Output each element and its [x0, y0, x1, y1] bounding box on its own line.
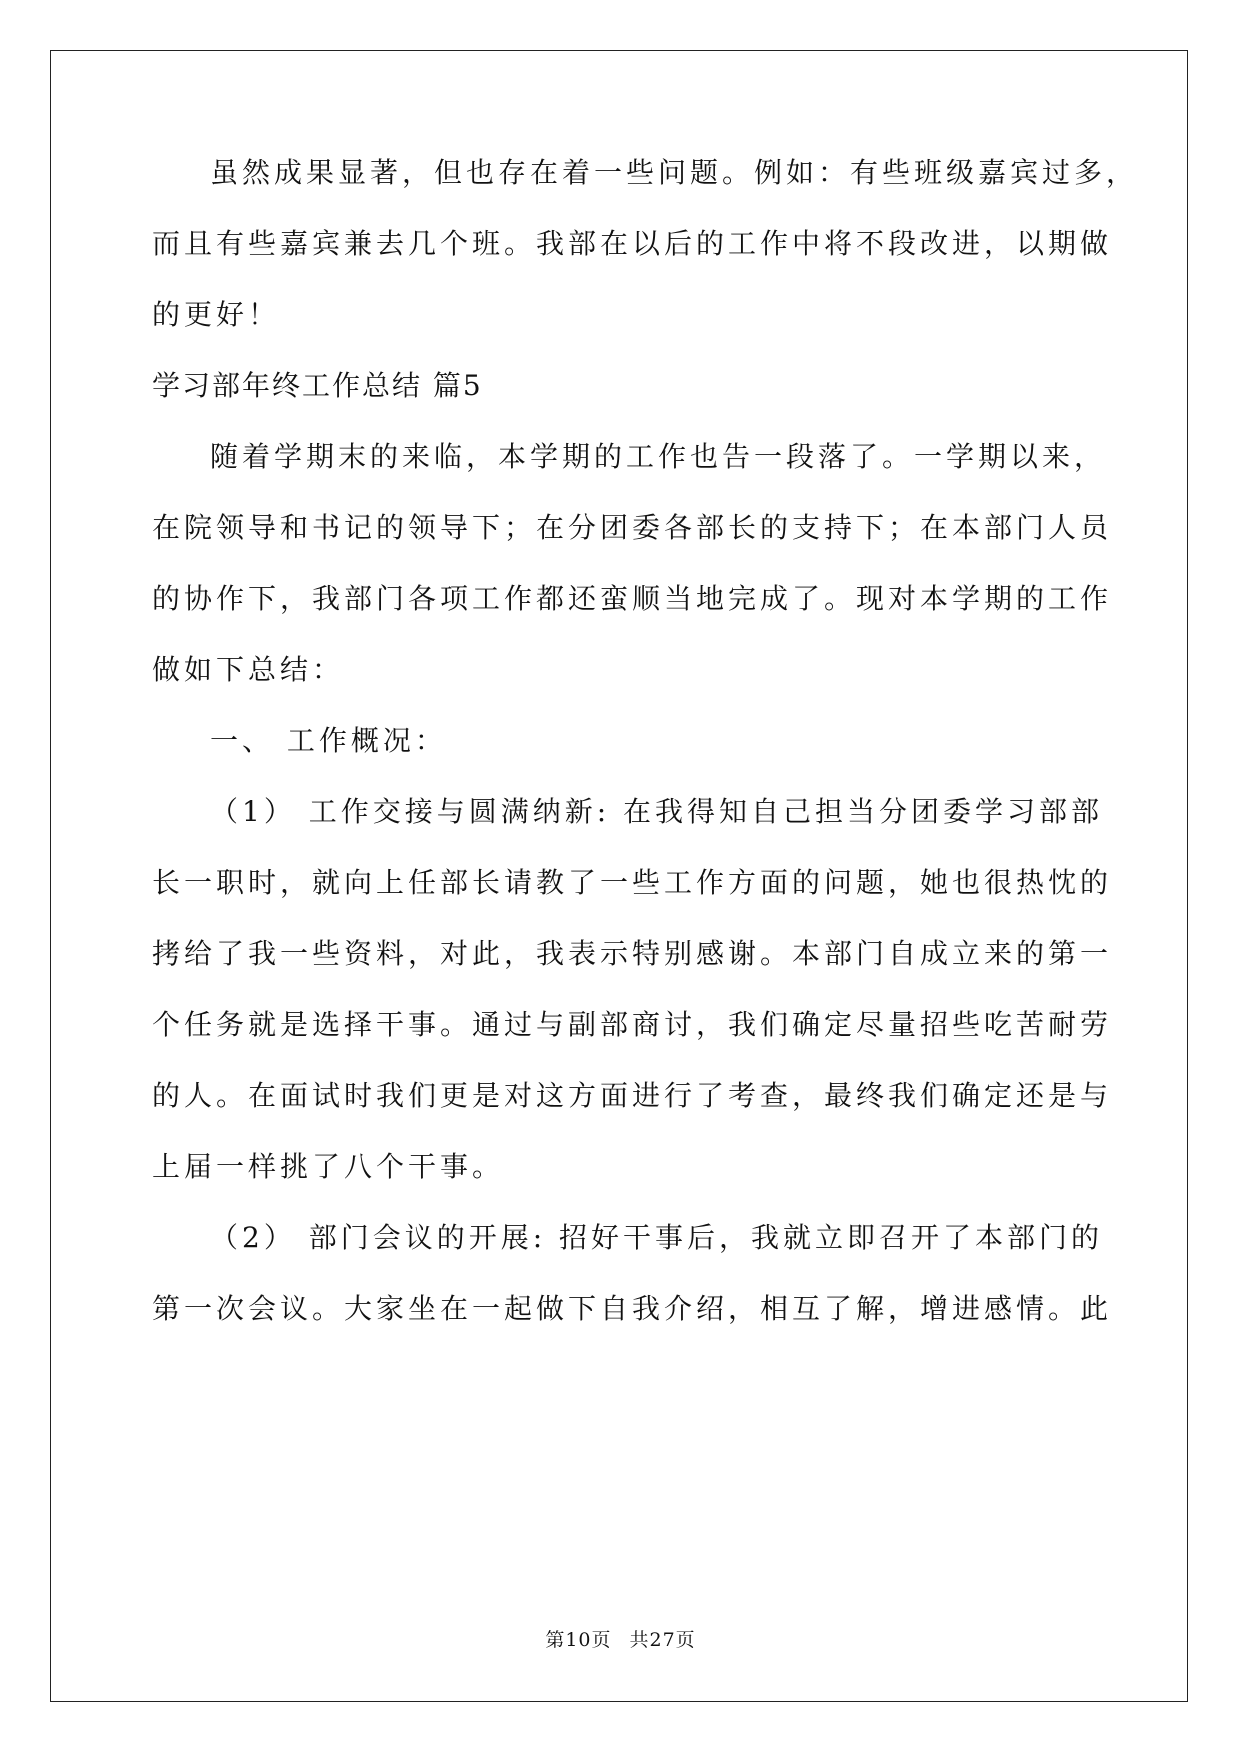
paragraph-line: 做如下总结： [152, 653, 345, 686]
paragraph-line: 随着学期末的来临，本学期的工作也告一段落了。一学期以来， [210, 440, 1107, 473]
paragraph-line: 第一次会议。大家坐在一起做下自我介绍，相互了解，增进感情。此 [152, 1292, 1113, 1325]
paragraph-line: 上届一样挑了八个干事。 [152, 1150, 505, 1183]
list-item-line: （1） 工作交接与圆满纳新: 在我得知自己担当分团委学习部部 [210, 795, 1104, 828]
paragraph-line: 的更好！ [152, 298, 281, 331]
page-number: 第10页 [545, 1629, 612, 1651]
paragraph-line: 拷给了我一些资料，对此，我表示特别感谢。本部门自成立来的第一 [152, 937, 1113, 970]
paragraph-line: 的人。在面试时我们更是对这方面进行了考查，最终我们确定还是与 [152, 1079, 1113, 1112]
section-heading: 学习部年终工作总结 篇5 [152, 369, 483, 402]
paragraph-line: 而且有些嘉宾兼去几个班。我部在以后的工作中将不段改进，以期做 [152, 227, 1113, 260]
paragraph-line: 的协作下，我部门各项工作都还蛮顺当地完成了。现对本学期的工作 [152, 582, 1113, 615]
page-total: 共27页 [629, 1629, 696, 1651]
paragraph-line: 在院领导和书记的领导下；在分团委各部长的支持下；在本部门人员 [152, 511, 1113, 544]
paragraph-line: 虽然成果显著，但也存在着一些问题。例如：有些班级嘉宾过多， [210, 156, 1139, 189]
list-item-line: （2） 部门会议的开展: 招好干事后，我就立即召开了本部门的 [210, 1221, 1104, 1254]
subsection-heading: 一、 工作概况： [210, 724, 447, 757]
paragraph-line: 个任务就是选择干事。通过与副部商讨，我们确定尽量招些吃苦耐劳 [152, 1008, 1113, 1041]
paragraph-line: 长一职时，就向上任部长请教了一些工作方面的问题，她也很热忱的 [152, 866, 1113, 899]
page-footer [0, 1628, 1241, 1652]
